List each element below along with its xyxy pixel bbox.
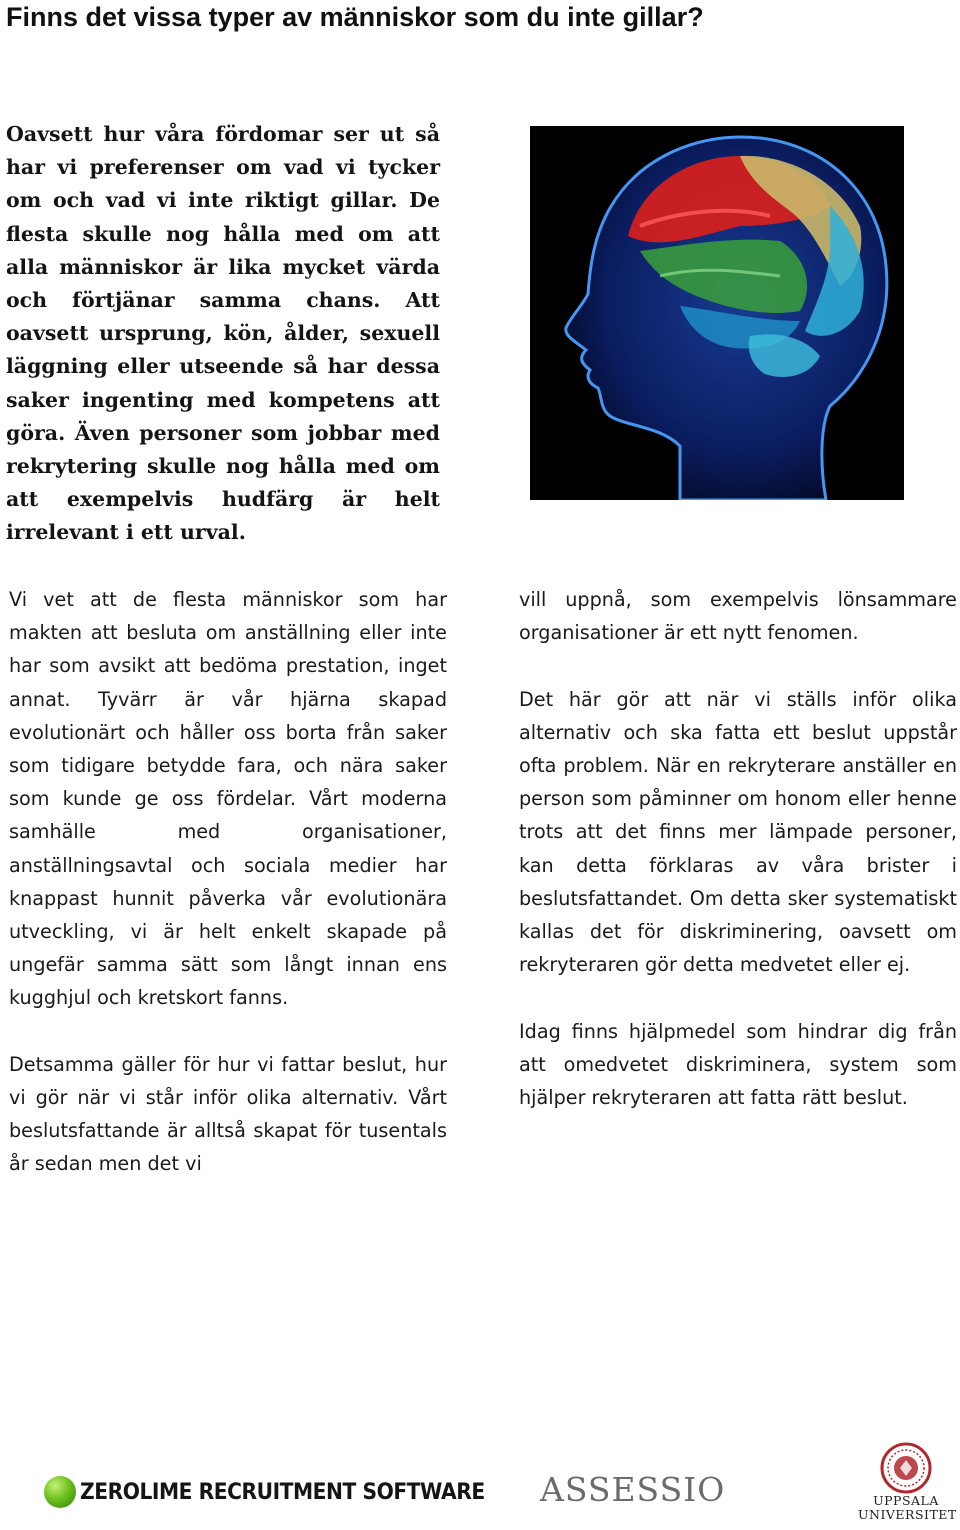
intro-paragraph: Oavsett hur våra fördomar ser ut så har vi preferenser om vad vi tycker om och vad vi inte riktigt gillar. De flesta skulle nog hålla med om att alla människor är lika mycket värda och förtjänar samma chans. Att oavsett ursprung, kön, ålder, sexuell läggning eller utseende så har dessa saker ingenting med kompetens att göra. Även personer som jobbar med rekrytering skulle nog hålla med om att exempelvis hudfärg är helt irrelevant i ett urval. [6,122,440,545]
uppsala-line1: UPPSALA [873,1493,939,1508]
body-paragraph: vill uppnå, som exempelvis lönsammare organisationer är ett nytt fenomen. [519,588,957,645]
zerolime-logo-text: ZEROLIME RECRUITMENT SOFTWARE [80,1479,485,1505]
assessio-logo: ASSESSIO [540,1470,726,1509]
green-ball-icon [44,1476,76,1508]
page-title: Finns det vissa typer av människor som du inte gillar? [6,2,704,32]
zerolime-logo [44,1474,520,1510]
uppsala-seal-icon [880,1442,932,1494]
uppsala-university-logo [858,1442,957,1522]
uppsala-line2: UNIVERSITET [858,1507,957,1522]
right-column [519,583,957,1147]
brain-illustration [530,126,904,500]
body-paragraph: Det här gör att när vi ställs inför olika alternativ och ska fatta ett beslut uppstår ofta problem. När en rekryterare anställer en person som påminner om honom eller henne trots att det finns mer lämpade personer, kan detta förklaras av våra brister i beslutsfattandet. Om detta sker systematiskt kallas det för diskriminering, oavsett om rekryteraren gör detta medvetet eller ej. [519,687,957,977]
body-paragraph: Idag finns hjälpmedel som hindrar dig från att omedvetet diskriminera, system som hjälper rekryteraren att fatta rätt beslut. [519,1019,957,1110]
body-paragraph: Vi vet att de flesta människor som har makten att besluta om anställning eller inte har som avsikt att bedöma prestation, inget annat. Tyvärr är vår hjärna skapad evolutionärt och håller oss borta från saker som tidigare betydde fara, och nära saker som kunde ge oss fördelar. Vårt moderna samhälle med organisationer, anställningsavtal och sociala medier har knappast hunnit påverka vår evolutionära utveckling, vi är helt enkelt skapade på ungefär samma sätt som långt innan ens kugghjul och kretskort fanns. [9,588,447,1010]
left-column [9,583,447,1214]
body-paragraph: Detsamma gäller för hur vi fattar beslut, hur vi gör när vi står inför olika alternativ. Vårt beslutsfattande är alltså skapat för tusentals år sedan men det vi [9,1052,447,1176]
